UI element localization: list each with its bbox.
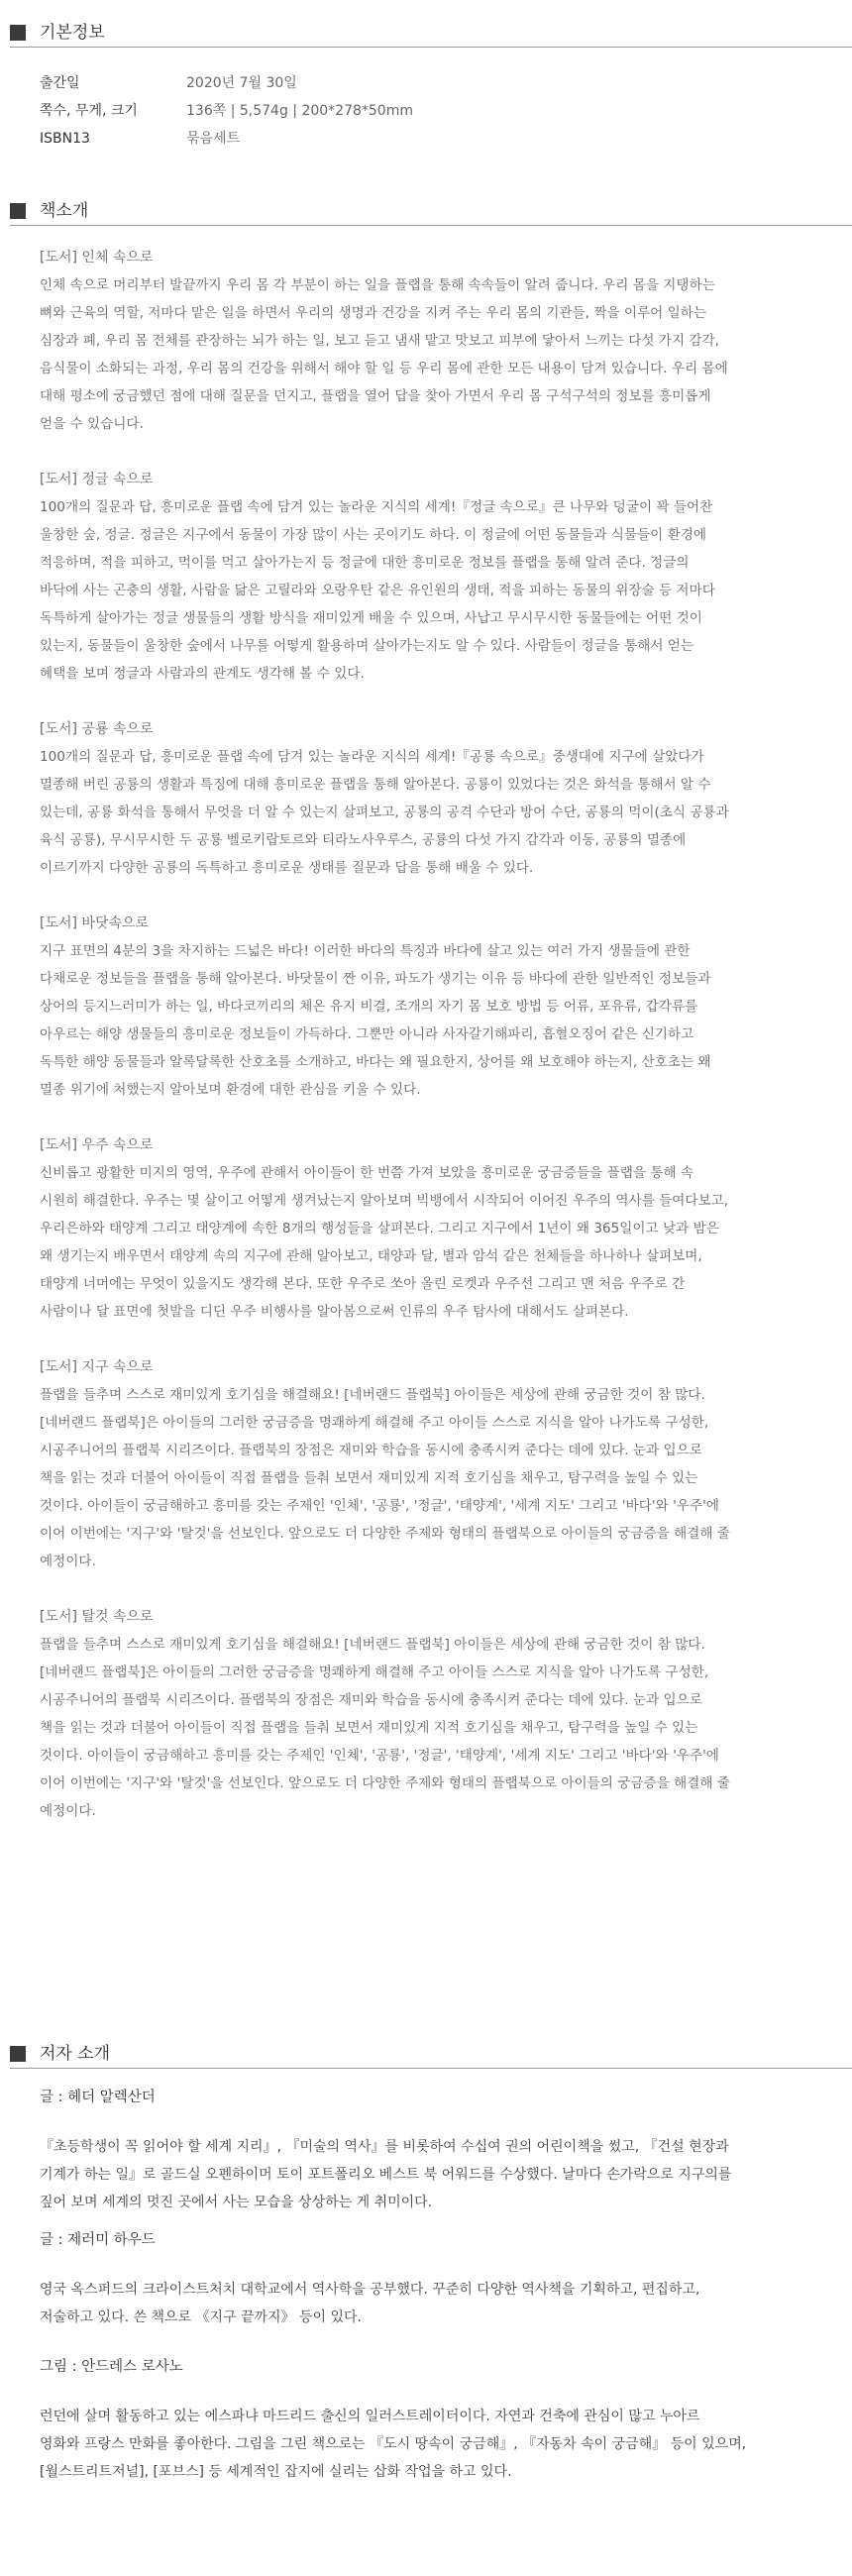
book-title: [도서] 바닷속으로: [40, 915, 150, 931]
info-label: 출간일: [40, 75, 80, 91]
author-bio-line: 짚어 보며 세계의 멋진 곳에서 사는 모습을 상상하는 게 취미이다.: [40, 2195, 433, 2210]
book-description-line: 대해 평소에 궁금했던 점에 대해 질문을 던지고, 플랩을 열어 답을 찾아 가면서 우리 몸 구석구석의 정보를 흥미롭게: [40, 388, 711, 404]
author-entry: [40, 2230, 842, 2331]
book-description-line: 울창한 숲, 정글. 정글은 지구에서 동물이 가장 많이 사는 곳이기도 하다. 이 정글에 어떤 동물들과 식물들이 환경에: [40, 527, 707, 543]
info-row-size: [40, 97, 832, 125]
info-row-pubdate: [40, 69, 832, 97]
author-entry: [40, 2357, 842, 2486]
book-description-line: 시공주니어의 플랩북 시리즈이다. 플랩북의 장점은 재미와 학습을 동시에 충족시켜 준다는 데에 있다. 눈과 입으로: [40, 1692, 702, 1708]
book-description-line: 100개의 질문과 답, 흥미로운 플랩 속에 담겨 있는 놀라운 지식의 세계!『공룡 속으로』중생대에 지구에 살았다가: [40, 749, 704, 765]
book-entry: [40, 1353, 832, 1575]
book-description-line: 우리은하와 태양계 그리고 태양계에 속한 8개의 행성들을 살펴본다. 그리고 지구에서 1년이 왜 365일이고 낮과 밤은: [40, 1221, 719, 1236]
book-title: [도서] 탈것 속으로: [40, 1609, 154, 1625]
author-entry: [40, 2088, 842, 2216]
book-description-line: 바닥에 사는 곤충의 생활, 사람을 닮은 고릴라와 오랑우탄 같은 유인원의 생태, 적을 피하는 동물의 위장술 등 저마다: [40, 583, 715, 598]
book-description-line: 인체 속으로 머리부터 발끝까지 우리 몸 각 부분이 하는 일을 플랩을 통해 속속들이 알려 줍니다. 우리 몸을 지탱하는: [40, 277, 715, 293]
book-description-line: 태양계 너머에는 무엇이 있을지도 생각해 본다. 또한 우주로 쏘아 올린 로켓과 우주선 그리고 맨 처음 우주로 간: [40, 1276, 686, 1292]
book-description-line: 다채로운 정보들을 플랩을 통해 알아본다. 바닷물이 짠 이유, 파도가 생기는 이유 등 바다에 관한 일반적인 정보들과: [40, 971, 711, 987]
book-description-line: 있는지, 동물들이 울창한 숲에서 나무를 어떻게 활용하며 살아가는지도 알 수 있다. 사람들이 정글을 통해서 얻는: [40, 638, 694, 654]
section-bullet-icon: [10, 25, 26, 41]
book-title: [도서] 공룡 속으로: [40, 721, 154, 737]
section-bullet-icon: [10, 203, 26, 219]
author-bio-line: [월스트리트저널], [포브스] 등 세계적인 잡지에 실리는 삽화 작업을 하고 있다.: [40, 2464, 512, 2480]
book-description-line: 시공주니어의 플랩북 시리즈이다. 플랩북의 장점은 재미와 학습을 동시에 충족시켜 준다는 데에 있다. 눈과 입으로: [40, 1443, 702, 1458]
book-description-line: 육식 공룡), 무시무시한 두 공룡 벨로키랍토르와 티라노사우루스, 공룡의 다섯 가지 감각과 이동, 공룡의 멸종에: [40, 832, 687, 848]
book-title: [도서] 지구 속으로: [40, 1359, 154, 1375]
book-description-line: 심장과 폐, 우리 몸 전체를 관장하는 뇌가 하는 일, 보고 듣고 냄새 맡고 맛보고 피부에 닿아서 느끼는 다섯 가지 감각,: [40, 333, 719, 349]
book-description-line: 독특한 해양 동물들과 알록달록한 산호초를 소개하고, 바다는 왜 필요한지, 상어를 왜 보호해야 하는지, 산호초는 왜: [40, 1054, 711, 1070]
author-bio-line: 영화와 프랑스 만화를 좋아한다. 그림을 그린 책으로는 『도시 땅속이 궁금해』, 『자동차 속이 궁금해』 등이 있으며,: [40, 2436, 747, 2452]
basic-info-table: [40, 69, 832, 153]
basic-info-header: [10, 22, 852, 48]
info-row-isbn: [40, 125, 832, 153]
section-title: 기본정보: [40, 23, 105, 43]
book-description-line: [네버랜드 플랩북]은 아이들의 그러한 궁금증을 명쾌하게 해결해 주고 아이들 스스로 지식을 알아 나가도록 구성한,: [40, 1415, 709, 1431]
book-description-line: 이어 이번에는 '지구'와 '탈것'을 선보인다. 앞으로도 더 다양한 주제와 형태의 플랩북으로 아이들의 궁금증을 해결해 줄: [40, 1775, 730, 1791]
book-description-line: 시원히 해결한다. 우주는 몇 살이고 어떻게 생겨났는지 알아보며 빅뱅에서 시작되어 이어진 우주의 역사를 들여다보고,: [40, 1193, 729, 1209]
author-name: 글 : 헤더 알렉산더: [40, 2090, 156, 2105]
book-description-line: 플랩을 들추며 스스로 재미있게 호기심을 해결해요! [네버랜드 플랩북] 아이들은 세상에 관해 궁금한 것이 참 많다.: [40, 1387, 705, 1403]
book-description-line: 독특하게 살아가는 정글 생물들의 생활 방식을 재미있게 배울 수 있으며, 사납고 무시무시한 동물들에는 어떤 것이: [40, 610, 702, 626]
book-title: [도서] 우주 속으로: [40, 1137, 154, 1153]
book-intro-header: [10, 200, 852, 226]
book-description-line: 예정이다.: [40, 1554, 96, 1569]
book-entry: [40, 910, 832, 1104]
book-description-line: 이르기까지 다양한 공룡의 독특하고 흥미로운 생태를 질문과 답을 통해 배울 수 있다.: [40, 860, 534, 876]
author-intro-header: [10, 2043, 852, 2069]
book-description-line: 멸종해 버린 공룡의 생활과 특징에 대해 흥미로운 플랩을 통해 알아본다. 공룡이 있었다는 것은 화석을 통해서 알 수: [40, 777, 711, 793]
book-description-line: 혜택을 보며 정글과 사람과의 관계도 생각해 볼 수 있다.: [40, 666, 365, 682]
section-title: 저자 소개: [40, 2044, 111, 2064]
book-description-line: 플랩을 들추며 스스로 재미있게 호기심을 해결해요! [네버랜드 플랩북] 아이들은 세상에 관해 궁금한 것이 참 많다.: [40, 1637, 705, 1653]
book-entry: [40, 244, 832, 438]
book-title: [도서] 정글 속으로: [40, 472, 154, 487]
book-description-line: 뼈와 근육의 역할, 저마다 맡은 일을 하면서 우리의 생명과 건강을 지켜 주는 우리 몸의 기관들, 짝을 이루어 일하는: [40, 305, 707, 321]
section-title: 책소개: [40, 201, 89, 221]
book-description-line: 있는데, 공룡 화석을 통해서 무엇을 더 알 수 있는지 살펴보고, 공룡의 공격 수단과 방어 수단, 공룡의 먹이(초식 공룡과: [40, 805, 729, 820]
book-description-line: 것이다. 아이들이 궁금해하고 흥미를 갖는 주제인 '인체', '공룡', '정글', '태양계', '세계 지도' 그리고 '바다'와 '우주'에: [40, 1748, 719, 1764]
book-description-line: 상어의 등지느러미가 하는 일, 바다코끼리의 체온 유지 비결, 조개의 자기 몸 보호 방법 등 어류, 포유류, 갑각류를: [40, 999, 698, 1015]
book-description-line: 얻을 수 있습니다.: [40, 416, 144, 432]
info-value: 2020년 7월 30일: [186, 75, 297, 91]
book-description-line: 적응하며, 적을 피하고, 먹이를 먹고 살아가는지 등 정글에 대한 흥미로운 정보를 플랩을 통해 알려 준다. 정글의: [40, 555, 690, 571]
info-value: 136쪽 | 5,574g | 200*278*50mm: [186, 103, 413, 119]
book-description-line: 책을 읽는 것과 더불어 아이들이 직접 플랩을 들춰 보면서 재미있게 지적 호기심을 채우고, 탐구력을 높일 수 있는: [40, 1720, 698, 1736]
book-description-line: 멸종 위기에 처했는지 알아보며 환경에 대한 관심을 키울 수 있다.: [40, 1082, 421, 1098]
book-description-line: 사람이나 달 표면에 첫발을 디딘 우주 비행사를 알아봄으로써 인류의 우주 탐사에 대해서도 살펴본다.: [40, 1304, 629, 1320]
author-bio-line: 『초등학생이 꼭 읽어야 할 세계 지리』, 『미술의 역사』를 비롯하여 수십여 권의 어린이책을 썼고, 『건설 현장과: [40, 2139, 729, 2155]
book-description-line: 예정이다.: [40, 1803, 96, 1819]
book-description-line: 신비롭고 광활한 미지의 영역, 우주에 관해서 아이들이 한 번쯤 가져 보았을 흥미로운 궁금증들을 플랩을 통해 속: [40, 1165, 694, 1181]
book-entry: [40, 1603, 832, 1825]
book-description-line: [네버랜드 플랩북]은 아이들의 그러한 궁금증을 명쾌하게 해결해 주고 아이들 스스로 지식을 알아 나가도록 구성한,: [40, 1664, 709, 1680]
section-bullet-icon: [10, 2046, 26, 2062]
book-description-line: 왜 생기는지 배우면서 태양계 속의 지구에 관해 알아보고, 태양과 달, 별과 암석 같은 천체들을 하나하나 살펴보며,: [40, 1248, 702, 1264]
author-bio-line: 영국 옥스퍼드의 크라이스트처치 대학교에서 역사학을 공부했다. 꾸준히 다양한 역사책을 기획하고, 편집하고,: [40, 2282, 700, 2298]
book-intro-body: [40, 244, 832, 1853]
author-name: 글 : 제러미 하우드: [40, 2232, 156, 2248]
book-description-line: 이어 이번에는 '지구'와 '탈것'을 선보인다. 앞으로도 더 다양한 주제와 형태의 플랩북으로 아이들의 궁금증을 해결해 줄: [40, 1526, 730, 1542]
book-entry: [40, 715, 832, 882]
book-entry: [40, 1131, 832, 1326]
book-description-line: 음식물이 소화되는 과정, 우리 몸의 건강을 위해서 해야 할 일 등 우리 몸에 관한 모든 내용이 담겨 있습니다. 우리 몸에: [40, 361, 728, 376]
book-description-line: 100개의 질문과 답, 흥미로운 플랩 속에 담겨 있는 놀라운 지식의 세계!『정글 속으로』큰 나무와 덩굴이 꽉 들어찬: [40, 499, 713, 515]
book-description-line: 아우르는 해양 생물들의 흥미로운 정보들이 가득하다. 그뿐만 아니라 사자갈기해파리, 흡혈오징어 같은 신기하고: [40, 1026, 694, 1042]
author-bio-line: 런던에 살며 활동하고 있는 에스파냐 마드리드 출신의 일러스트레이터이다. 자연과 건축에 관심이 많고 누아르: [40, 2409, 700, 2424]
info-label: 쪽수, 무게, 크기: [40, 103, 138, 119]
author-bio-line: 기계가 하는 일』로 골드실 오펜하이머 토이 포트폴리오 베스트 북 어워드를 수상했다. 날마다 손가락으로 지구의를: [40, 2167, 732, 2183]
book-description-line: 것이다. 아이들이 궁금해하고 흥미를 갖는 주제인 '인체', '공룡', '정글', '태양계', '세계 지도' 그리고 '바다'와 '우주'에: [40, 1498, 719, 1514]
book-description-line: 지구 표면의 4분의 3을 차지하는 드넓은 바다! 이러한 바다의 특징과 바다에 살고 있는 여러 가지 생물들에 관한: [40, 943, 691, 959]
book-title: [도서] 인체 속으로: [40, 250, 154, 266]
book-description-line: 책을 읽는 것과 더불어 아이들이 직접 플랩을 들춰 보면서 재미있게 지적 호기심을 채우고, 탐구력을 높일 수 있는: [40, 1470, 698, 1486]
book-entry: [40, 466, 832, 688]
author-bio-line: 저술하고 있다. 쓴 책으로 《지구 끝까지》 등이 있다.: [40, 2309, 363, 2325]
info-value: 묶음세트: [186, 131, 241, 147]
info-label: ISBN13: [40, 131, 90, 147]
author-name: 그림 : 안드레스 로사노: [40, 2359, 183, 2375]
